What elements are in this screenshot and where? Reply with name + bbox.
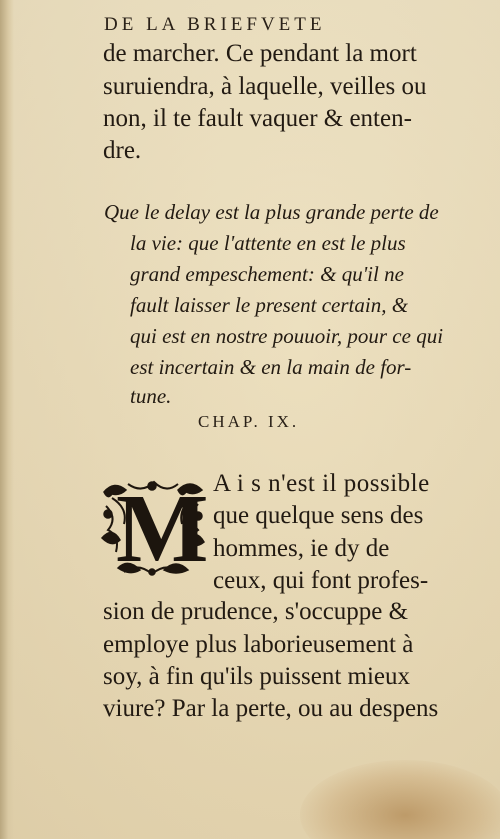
body-line-2: suruiendra, à laquelle, veilles ou [103,73,427,100]
summary-line-7: tune. [130,384,172,408]
body-line-1: de marcher. Ce pendant la mort [103,40,417,67]
page-gutter [0,0,14,839]
body-line-3: non, il te fault vaquer & enten- [103,105,412,132]
water-stain [300,760,500,839]
summary-line-6: est incertain & en la main de for- [130,355,412,379]
body-line-5: A i s n'est il possible [213,470,430,497]
running-head: DE LA BRIEFVETE [104,14,326,35]
summary-line-2: la vie: que l'attente en est le plus [130,231,406,255]
body-line-12: viure? Par la perte, ou au despens [103,695,439,722]
summary-line-4: fault laisser le present certain, & [130,293,409,317]
body-line-4: dre. [103,137,142,164]
summary-line-1: Que le delay est la plus grande perte de [104,200,439,224]
body-line-10: employe plus laborieusement à [103,631,414,658]
body-line-6: que quelque sens des [213,502,424,529]
summary-line-3: grand empeschement: & qu'il ne [130,262,404,286]
body-line-9: sion de prudence, s'occuppe & [103,598,409,625]
initial-letter: M [116,475,209,583]
body-line-11: soy, à fin qu'ils puissent mieux [103,663,411,690]
body-line-8: ceux, qui font profes- [213,567,429,594]
chapter-heading: CHAP. IX. [198,412,300,431]
ornamental-initial-icon [98,475,209,583]
body-line-7: hommes, ie dy de [213,535,390,562]
summary-line-5: qui est en nostre pouuoir, pour ce qui [130,324,444,348]
